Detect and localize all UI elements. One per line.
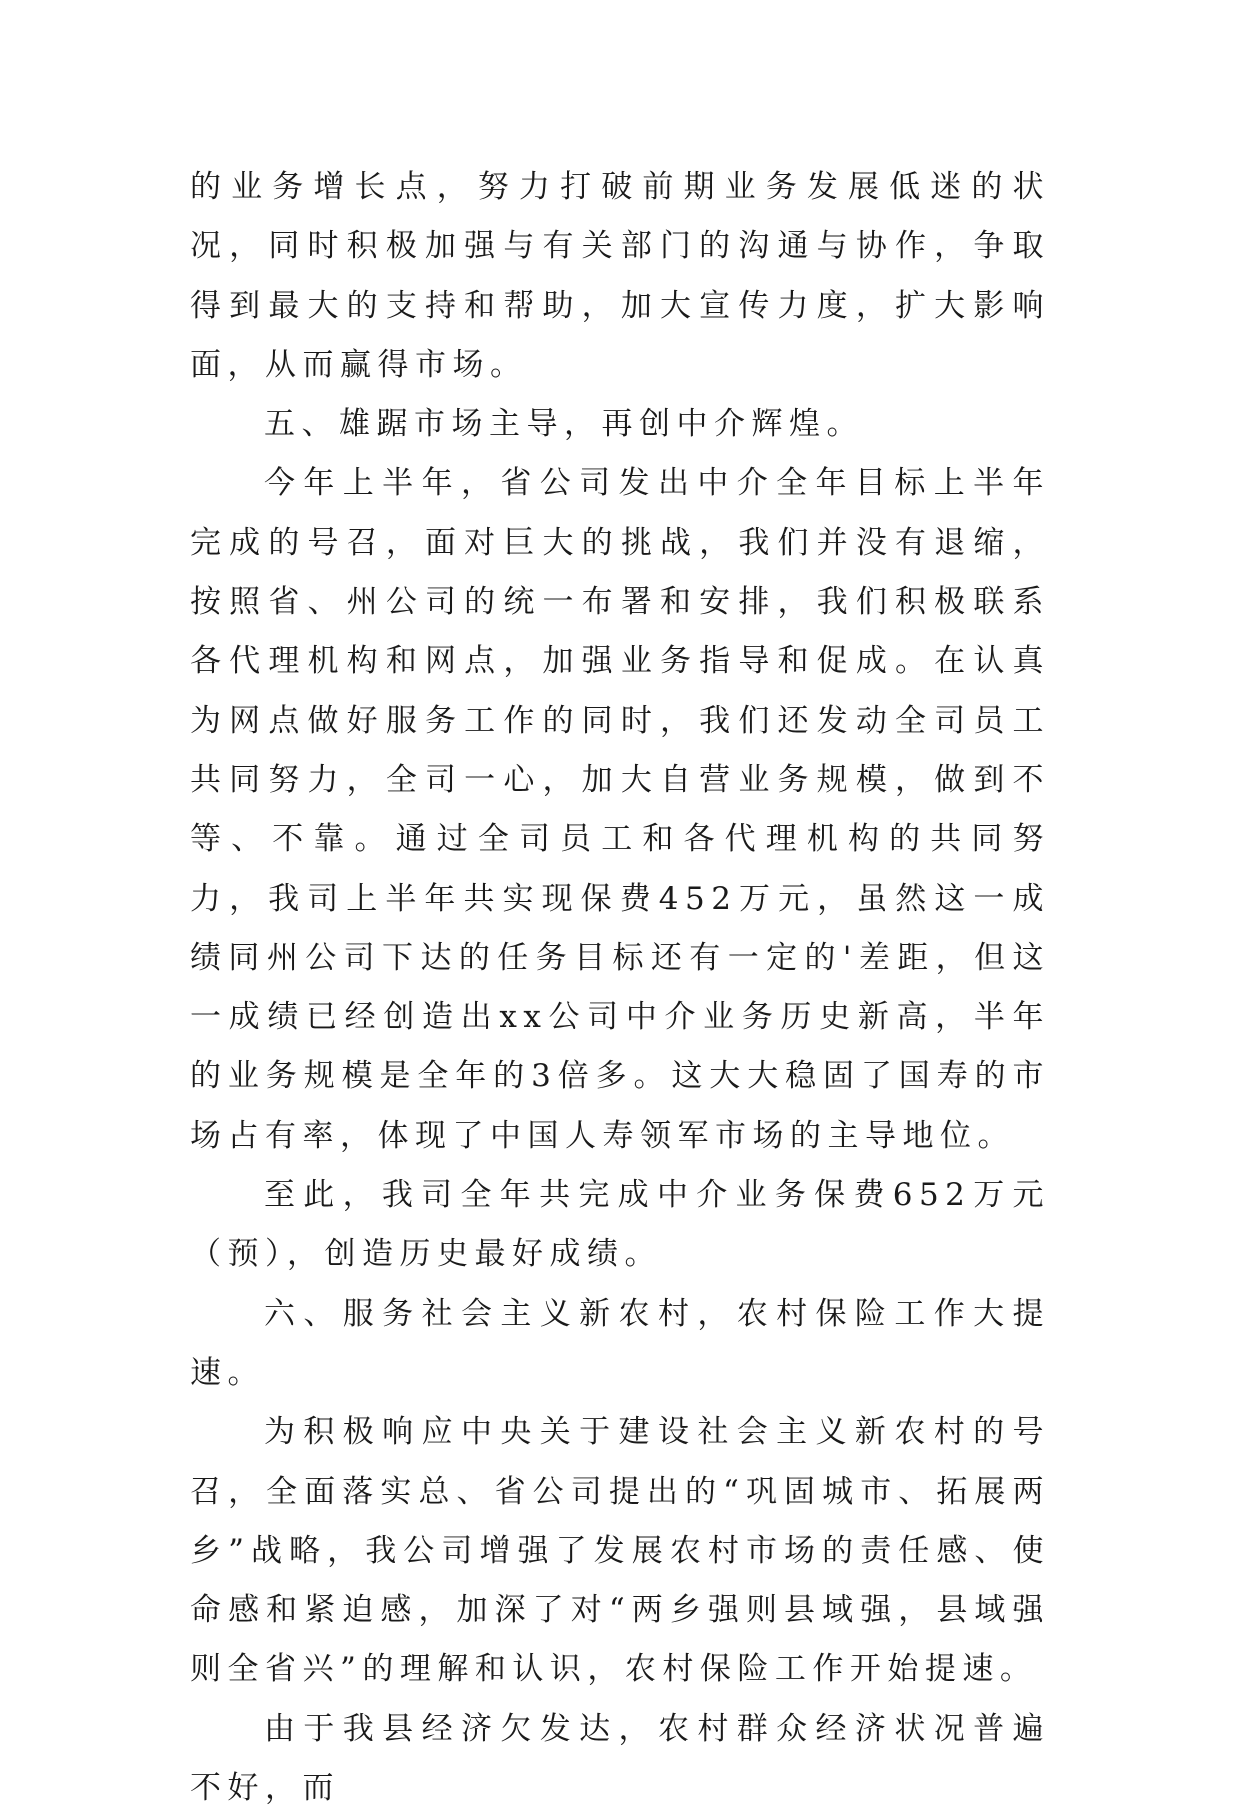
section-heading-five: 五、雄踞市场主导，再创中介辉煌。 [264,406,864,443]
paragraph: 由于我县经济欠发达，农村群众经济状况普遍不好，而 [190,1710,1050,1807]
paragraph: 为积极响应中央关于建设社会主义新农村的号召，全面落实总、省公司提出的“巩固城市、拓展两乡”战略，我公司增强了发展农村市场的责任感、使命感和紧迫感，加深了对“两乡强则县域强，县域强则全省兴”的理解和认识，农村保险工作开始提速。 [190,1414,1050,1688]
section-heading-six: 六、服务社会主义新农村，农村保险工作大提速。 [190,1295,1050,1391]
paragraph: 的业务增长点，努力打破前期业务发展低迷的状况，同时积极加强与有关部门的沟通与协作，争取得到最大的支持和帮助，加大宣传力度，扩大影响面，从而赢得市场。 [190,169,1050,383]
document-body [190,158,1050,1818]
paragraph: 至此，我司全年共完成中介业务保费652万元（预），创造历史最好成绩。 [190,1177,1050,1273]
paragraph: 今年上半年，省公司发出中介全年目标上半年完成的号召，面对巨大的挑战，我们并没有退缩，按照省、州公司的统一布署和安排，我们积极联系各代理机构和网点，加强业务指导和促成。在认真为网点做好服务工作的同时，我们还发动全司员工共同努力，全司一心，加大自营业务规模，做到不等、不靠。通过全司员工和各代理机构的共同努力，我司上半年共实现保费452万元，虽然这一成绩同州公司下达的任务目标还有一定的'差距，但这一成绩已经创造出xx公司中介业务历史新高，半年的业务规模是全年的3倍多。这大大稳固了国寿的市场占有率，体现了中国人寿领军市场的主导地位。 [190,465,1050,1154]
